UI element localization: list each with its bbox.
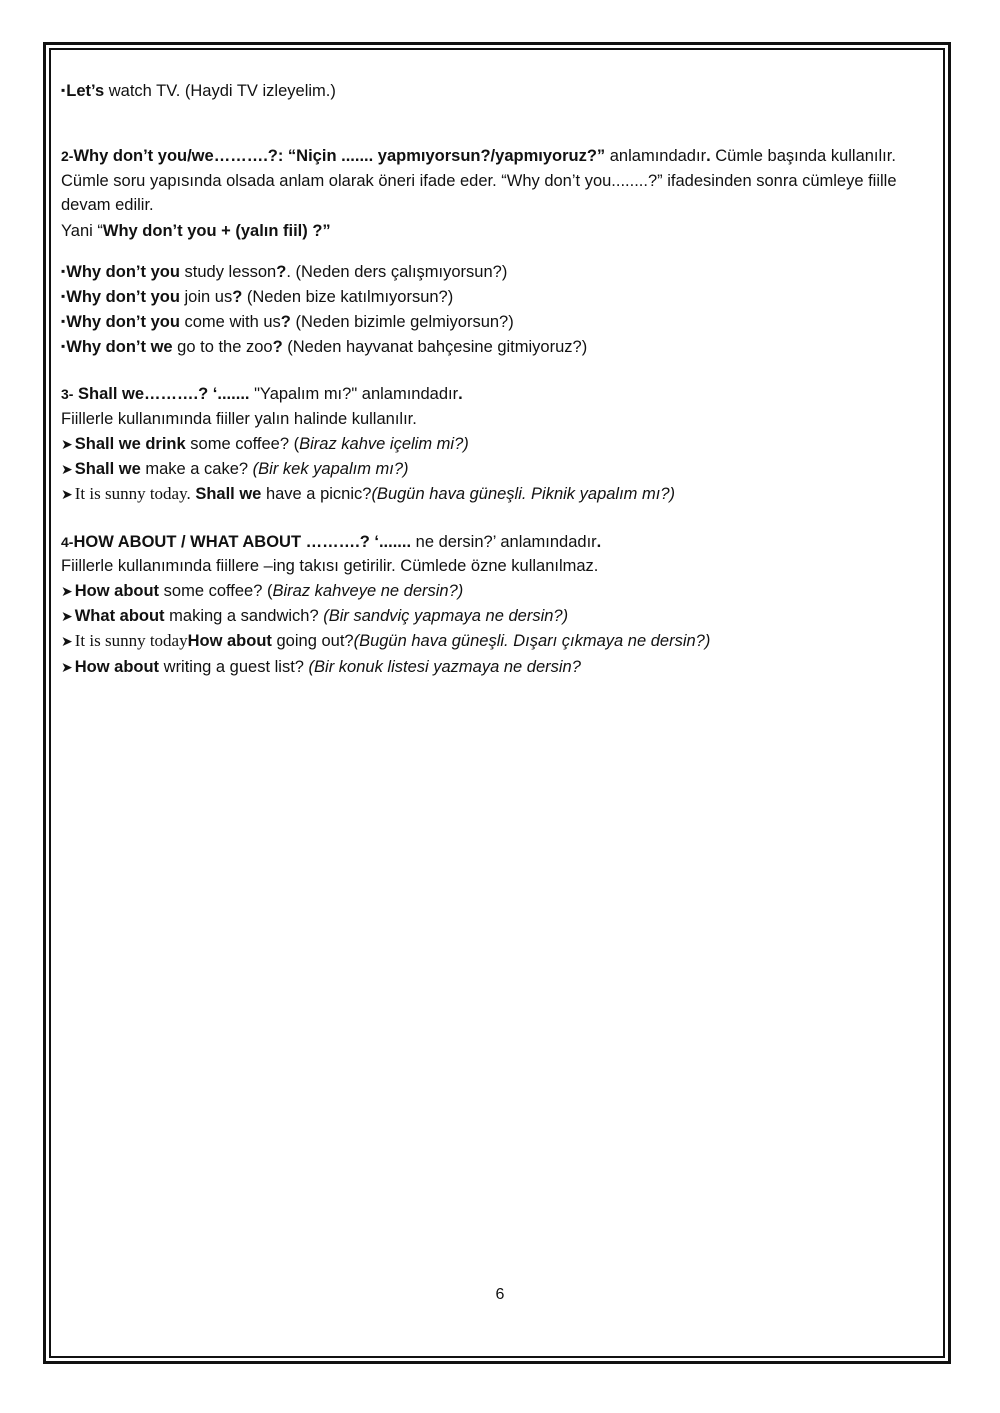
example-bold: Shall we — [190, 485, 262, 503]
section4-title-rest: ne dersin?’ anlamındadır — [411, 533, 597, 551]
section2-rule-bold: Why don’t you + (yalın fiil) ?” — [102, 222, 331, 240]
square-bullet-icon: ▪ — [61, 83, 66, 97]
example-bold: How about — [74, 582, 160, 600]
example-bold: Shall we drink — [74, 435, 186, 453]
example-text: go to the zoo — [172, 338, 273, 356]
example-translation: Biraz kahveye ne dersin?) — [272, 582, 464, 600]
example-text: some coffee? ( — [185, 435, 300, 453]
example-translation: (Bir kek yapalım mı?) — [252, 460, 409, 478]
section2-title: Why don’t you/we……….?: “Niçin ....... yapmıyorsun?/yapmıyoruz?” — [73, 147, 606, 165]
section2-rule — [61, 220, 331, 242]
arrow-bullet-icon: ➤ — [61, 486, 73, 502]
example-bold: Shall we — [74, 460, 141, 478]
section3-heading — [61, 383, 463, 405]
example-text: some coffee? ( — [159, 582, 273, 600]
section4-example — [61, 630, 710, 652]
section3-title: Shall we……….? ‘....... — [73, 385, 250, 403]
example-text: join us — [179, 288, 233, 306]
section3-example — [61, 458, 409, 480]
section3-description — [61, 408, 417, 430]
section2-number: 2- — [61, 148, 74, 164]
section3-example — [61, 433, 469, 455]
section2-heading — [61, 144, 941, 218]
example-text: writing a guest list? — [159, 658, 309, 676]
section4-title-dot: . — [596, 533, 602, 551]
arrow-bullet-icon: ➤ — [61, 633, 73, 649]
square-bullet-icon: ▪ — [61, 264, 66, 278]
example-context: It is sunny today — [74, 631, 188, 650]
section4-example — [61, 656, 581, 678]
example-bold: How about — [187, 632, 272, 650]
example-bold: Why don’t you — [66, 263, 180, 281]
section3-example — [61, 483, 675, 505]
square-bullet-icon: ▪ — [61, 289, 66, 303]
section4-example — [61, 605, 568, 627]
example-text: have a picnic? — [261, 485, 372, 503]
example-translation: . (Neden ders çalışmıyorsun?) — [286, 263, 508, 281]
section2-description: Cümle başında kullanılır. Cümle soru yapısında olsada anlam olarak öneri ifade eder. “Why don’t you........?” ifadesinden sonra cümleye fiille devam edilir. — [61, 147, 897, 214]
example-question-mark: ? — [272, 338, 283, 356]
page-number: 6 — [495, 1286, 505, 1303]
section2-example — [61, 261, 507, 284]
example-translation: (Neden bize katılmıyorsun?) — [242, 288, 454, 306]
example-bold: How about — [74, 658, 160, 676]
section4-example — [61, 580, 463, 602]
example-translation: (Bir konuk listesi yazmaya ne dersin? — [308, 658, 581, 676]
section4-description-text: Fiillerle kullanımında fiillere –ing takısı getirilir. Cümlede özne kullanılmaz. — [61, 557, 599, 575]
arrow-bullet-icon: ➤ — [61, 583, 73, 599]
example-bold: Why don’t you — [66, 288, 180, 306]
example-translation: (Neden bizimle gelmiyorsun?) — [290, 313, 514, 331]
example-text: making a sandwich? — [164, 607, 324, 625]
section3-description-text: Fiillerle kullanımında fiiller yalın halinde kullanılır. — [61, 410, 417, 428]
example-text: study lesson — [179, 263, 277, 281]
example-text: going out? — [271, 632, 354, 650]
arrow-bullet-icon: ➤ — [61, 461, 73, 477]
section3-number: 3- — [61, 386, 74, 402]
section4-number: 4- — [61, 534, 74, 550]
example-translation: (Bugün hava güneşli. Dışarı çıkmaya ne dersin?) — [353, 632, 711, 650]
section4-title: HOW ABOUT / WHAT ABOUT ……….? ‘....... — [73, 533, 412, 551]
example-question-mark: ? — [232, 288, 243, 306]
example-translation: (Bugün hava güneşli. Piknik yapalım mı?) — [371, 485, 676, 503]
arrow-bullet-icon: ➤ — [61, 659, 73, 675]
page-border-inner — [49, 48, 945, 1358]
example-text: make a cake? — [140, 460, 253, 478]
lets-example — [61, 80, 336, 103]
section3-title-dot: . — [458, 385, 463, 403]
section4-description — [61, 555, 598, 577]
section2-rule-prefix: Yani “ — [61, 222, 103, 240]
square-bullet-icon: ▪ — [61, 339, 66, 353]
arrow-bullet-icon: ➤ — [61, 608, 73, 624]
section2-title-dot: . — [706, 147, 711, 165]
square-bullet-icon: ▪ — [61, 314, 66, 328]
section2-example — [61, 336, 587, 359]
example-bold: Why don’t we — [66, 338, 173, 356]
example-bold: What about — [74, 607, 165, 625]
example-bold: Why don’t you — [66, 313, 180, 331]
lets-bold: Let’s — [66, 82, 105, 100]
example-question-mark: ? — [276, 263, 287, 281]
section2-example — [61, 286, 453, 309]
example-translation: (Bir sandviç yapmaya ne dersin?) — [323, 607, 569, 625]
arrow-bullet-icon: ➤ — [61, 436, 73, 452]
example-question-mark: ? — [280, 313, 291, 331]
section2-title-rest: anlamındadır — [605, 147, 707, 165]
example-context: It is sunny today. — [74, 484, 191, 503]
section3-title-rest: "Yapalım mı?" anlamındadır — [249, 385, 459, 403]
section4-heading — [61, 531, 601, 553]
example-text: come with us — [179, 313, 281, 331]
lets-text: watch TV. (Haydi TV izleyelim.) — [104, 82, 336, 100]
example-translation: Biraz kahve içelim mi?) — [299, 435, 469, 453]
example-translation: (Neden hayvanat bahçesine gitmiyoruz?) — [282, 338, 588, 356]
section2-example — [61, 311, 514, 334]
